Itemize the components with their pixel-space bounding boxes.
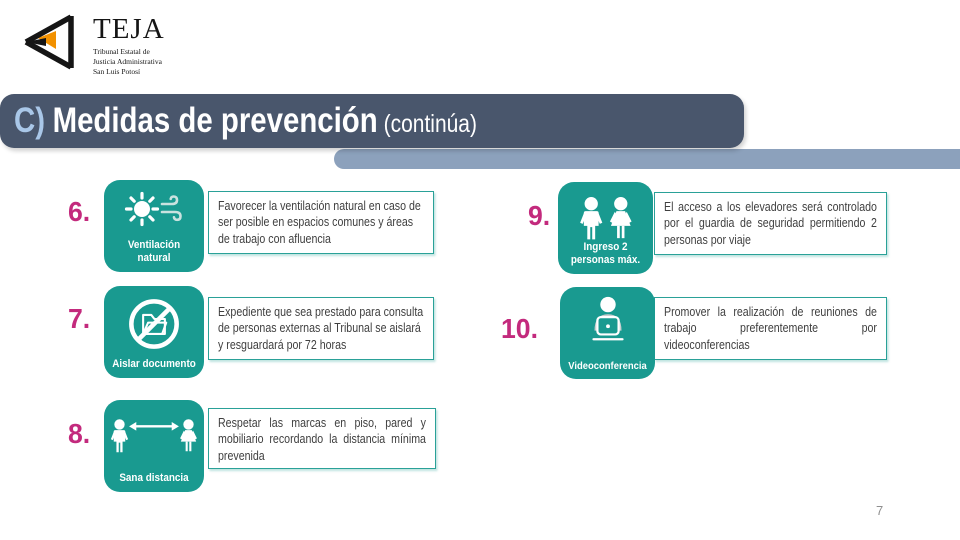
video-call-icon bbox=[577, 294, 639, 346]
two-people-icon bbox=[574, 190, 638, 242]
teja-emblem-icon bbox=[24, 12, 88, 72]
item-card-videoconferencia bbox=[560, 287, 655, 379]
logo-text bbox=[93, 12, 165, 76]
header-title: Medidas de prevención bbox=[52, 101, 378, 140]
item-number-9: 9. bbox=[528, 200, 551, 231]
header-suffix: (continúa) bbox=[383, 110, 477, 138]
item-number-8: 8. bbox=[68, 418, 91, 449]
item-number-10: 10. bbox=[501, 313, 538, 344]
item-description-text: Expediente que sea prestado para consulta de personas externas al Tribunal se aislará y resguardará por 72 horas bbox=[218, 305, 424, 352]
item-card-aislar-documento bbox=[104, 286, 204, 378]
item-description-box bbox=[208, 191, 434, 254]
header-accent-bar bbox=[334, 149, 960, 169]
logo-acronym: TEJA bbox=[93, 13, 165, 45]
item-description-box bbox=[208, 408, 436, 469]
item-description-text: El acceso a los elevadores será controlado por el guardia de seguridad permitiendo 2 personas por viaje bbox=[664, 200, 877, 247]
header-banner bbox=[0, 94, 744, 148]
page-title bbox=[14, 101, 477, 141]
page-number: 7 bbox=[876, 503, 884, 518]
item-description-text: Respetar las marcas en piso, pared y mobiliario recordando la distancia mínima prevenida bbox=[218, 416, 426, 463]
logo-org-line: Justicia Administrativa bbox=[93, 56, 162, 66]
item-card-label: Ingreso 2 personas máx. bbox=[570, 241, 641, 267]
item-card-label: Ventilación natural bbox=[127, 239, 181, 265]
teja-logo bbox=[24, 12, 165, 76]
logo-org-name bbox=[93, 47, 165, 76]
item-description-box bbox=[654, 297, 887, 360]
sun-wind-icon bbox=[122, 189, 186, 231]
logo-org-line: Tribunal Estatal de bbox=[93, 47, 150, 56]
item-card-ingreso-2-personas bbox=[558, 182, 653, 274]
item-description-text: Promover la realización de reuniones de trabajo preferentemente por videoconferencias bbox=[664, 305, 877, 352]
social-distance-icon bbox=[108, 412, 200, 456]
item-card-sana-distancia bbox=[104, 400, 204, 492]
item-card-ventilacion-natural bbox=[104, 180, 204, 272]
item-card-label: Aislar documento bbox=[112, 358, 196, 371]
logo-org-line: San Luis Potosí bbox=[93, 66, 141, 76]
item-description-box bbox=[654, 192, 887, 255]
header-prefix: C) bbox=[14, 101, 46, 140]
item-description-box bbox=[208, 297, 434, 360]
item-card-label: Sana distancia bbox=[119, 472, 189, 485]
item-description-text: Favorecer la ventilación natural en caso de ser posible en espacios comunes y áreas de trabajo con afluencia bbox=[218, 199, 421, 246]
item-number-7: 7. bbox=[68, 303, 91, 334]
no-document-icon bbox=[125, 295, 183, 353]
item-card-label: Videoconferencia bbox=[568, 359, 647, 372]
item-number-6: 6. bbox=[68, 196, 91, 227]
